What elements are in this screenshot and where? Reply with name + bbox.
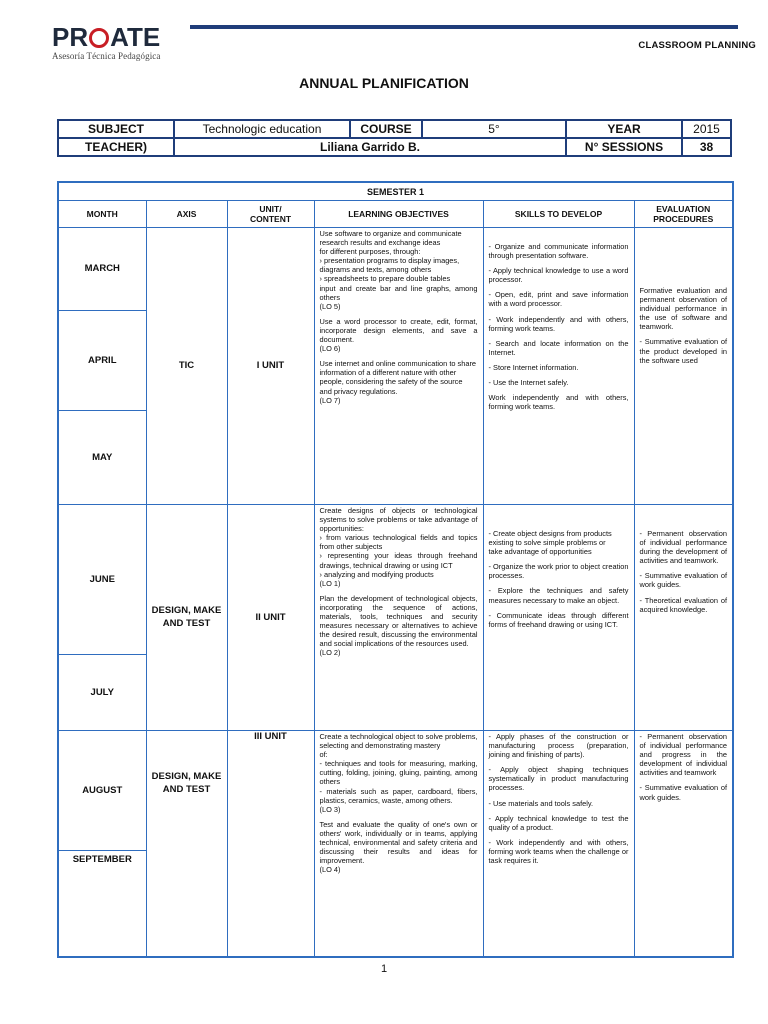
- unit-cell: II UNIT: [227, 505, 314, 731]
- month-cell: MAY: [58, 411, 146, 505]
- column-header: MONTH: [58, 201, 146, 228]
- skill-text: - Use the Internet safely.: [488, 378, 569, 388]
- axis-cell: TIC: [146, 228, 227, 505]
- page-number: 1: [380, 963, 388, 975]
- subject-value: Technologic education: [174, 120, 350, 138]
- skill-text: - Apply technical knowledge to use a word processor.: [488, 266, 629, 285]
- proate-logo: [52, 24, 172, 60]
- skill-text: - Apply object shaping techniques systematically in product manufacturing processes.: [488, 765, 629, 793]
- course-label: COURSE: [350, 120, 422, 138]
- evaluation-cell: [634, 505, 733, 731]
- skill-text: - Apply technical knowledge to test the quality of a product.: [488, 813, 629, 832]
- month-cell: APRIL: [58, 311, 146, 411]
- evaluation-text: - Summative evaluation of work guides.: [639, 783, 728, 802]
- month-cell: SEPTEMBER: [58, 851, 146, 957]
- evaluation-text: - Summative evaluation of the product developed in the software used: [639, 337, 728, 365]
- subject-label: SUBJECT: [58, 120, 174, 138]
- skill-text: - Apply phases of the construction or manufacturing process (preparation, joining and finishing of parts).: [488, 732, 629, 760]
- sessions-label: N° SESSIONS: [566, 138, 682, 156]
- evaluation-text: - Theoretical evaluation of acquired knowledge.: [639, 595, 728, 614]
- unit-cell: III UNIT: [227, 731, 314, 957]
- skill-text: - Communicate ideas through different forms of freehand drawing or using ICT.: [488, 610, 629, 629]
- month-cell: MARCH: [58, 228, 146, 311]
- skills-cell: [483, 505, 634, 731]
- skill-text: - Organize and communicate information through presentation software.: [488, 242, 629, 261]
- skill-text: - Store Internet information.: [488, 362, 579, 372]
- learning-objectives-cell: [314, 228, 483, 505]
- evaluation-text: Formative evaluation and permanent observation of individual performance in the use of software and teamwork.: [639, 286, 728, 332]
- column-header: EVALUATION PROCEDURES: [634, 201, 733, 228]
- logo-subtitle: Asesoría Técnica Pedagógica: [52, 51, 161, 61]
- skill-text: Work independently and with others, forming work teams.: [488, 393, 629, 412]
- learning-objectives-cell: [314, 731, 483, 957]
- column-header: AXIS: [146, 201, 227, 228]
- year-value: 2015: [682, 120, 731, 138]
- objective-text: Plan the development of technological objects, incorporating the sequence of actions, materials, tools, techniques and security measures necessary or alternatives to achieve the desired result, discussing the environmental and social implications of the resources used. (LO 2): [319, 593, 478, 658]
- sessions-value: 38: [682, 138, 731, 156]
- skill-text: - Open, edit, print and save information with a word processor.: [488, 290, 629, 309]
- skill-text: - Create object designs from products existing to solve simple problems or take advantage of opportunities: [488, 529, 612, 557]
- skills-cell: [483, 731, 634, 957]
- page-title: ANNUAL PLANIFICATION: [299, 75, 469, 91]
- header-rule: [190, 25, 738, 29]
- course-value: 5°: [422, 120, 566, 138]
- objective-text: Create a technological object to solve problems, selecting and demonstrating mastery of: - techniques and tools for measuring, marking, cutting, folding, joining, gluing, painting, among others - materials such as paper, cardboard, fibers, plastics, ceramics, waste, among others. (LO 3): [319, 732, 478, 814]
- objective-text: Test and evaluate the quality of one's own or others' work, individually or in teams, applying technical, environmental and safety criteria and discussing their results and ideas for improvement. (LO 4): [319, 819, 478, 875]
- axis-cell: DESIGN, MAKE AND TEST: [146, 731, 227, 957]
- objective-text: Use software to organize and communicate research results and exchange ideas for different purposes, through: › presentation programs to display images, diagrams and texts, among others › spreadsheets to prepare double tables input and create bar and line graphs, among others (LO 5): [319, 229, 478, 311]
- teacher-value: Liliana Garrido B.: [174, 138, 566, 156]
- objective-text: Use a word processor to create, edit, format, incorporate design elements, and save a document. (LO 6): [319, 316, 478, 354]
- section-label: CLASSROOM PLANNING: [638, 40, 756, 51]
- year-label: YEAR: [566, 120, 682, 138]
- column-header: LEARNING OBJECTIVES: [314, 201, 483, 228]
- logo-o-icon: [89, 28, 109, 48]
- skill-text: - Search and locate information on the Internet.: [488, 338, 629, 357]
- learning-objectives-cell: [314, 505, 483, 731]
- planning-table: [57, 181, 734, 958]
- skill-text: - Use materials and tools safely.: [488, 798, 594, 808]
- axis-cell: DESIGN, MAKE AND TEST: [146, 505, 227, 731]
- skill-text: - Work independently and with others, forming work teams when the challenge or task requires it.: [488, 837, 629, 866]
- unit-cell: I UNIT: [227, 228, 314, 505]
- skill-text: - Explore the techniques and safety measures necessary to make an object.: [488, 586, 629, 605]
- objective-text: Use internet and online communication to share information of a different nature with other people, considering the safety of the source and privacy regulations. (LO 7): [319, 359, 477, 405]
- semester-header: SEMESTER 1: [58, 182, 733, 201]
- evaluation-text: - Permanent observation of individual performance during the development of activities and teamwork.: [639, 529, 728, 566]
- skills-cell: [483, 228, 634, 505]
- info-table: [57, 119, 732, 157]
- month-cell: JULY: [58, 655, 146, 731]
- evaluation-text: - Summative evaluation of work guides.: [639, 571, 728, 590]
- evaluation-text: - Permanent observation of individual performance and progress in the development of individual activities and teamwork: [639, 732, 728, 778]
- objective-text: Create designs of objects or technological systems to solve problems or take advantage of opportunities: › from various technological fields and topics from other subjects › representing your ideas through freehand drawings, technical drawing or using ICT › analyzing and modifying products (LO 1): [319, 506, 478, 588]
- teacher-label: TEACHER): [58, 138, 174, 156]
- month-cell: AUGUST: [58, 731, 146, 851]
- evaluation-cell: [634, 228, 733, 505]
- skill-text: - Organize the work prior to object creation processes.: [488, 562, 629, 581]
- skill-text: - Work independently and with others, forming work teams.: [488, 314, 629, 333]
- month-cell: JUNE: [58, 505, 146, 655]
- logo-wordmark: PR ATE: [52, 22, 161, 52]
- column-header: SKILLS TO DEVELOP: [483, 201, 634, 228]
- evaluation-cell: [634, 731, 733, 957]
- column-header: UNIT/ CONTENT: [227, 201, 314, 228]
